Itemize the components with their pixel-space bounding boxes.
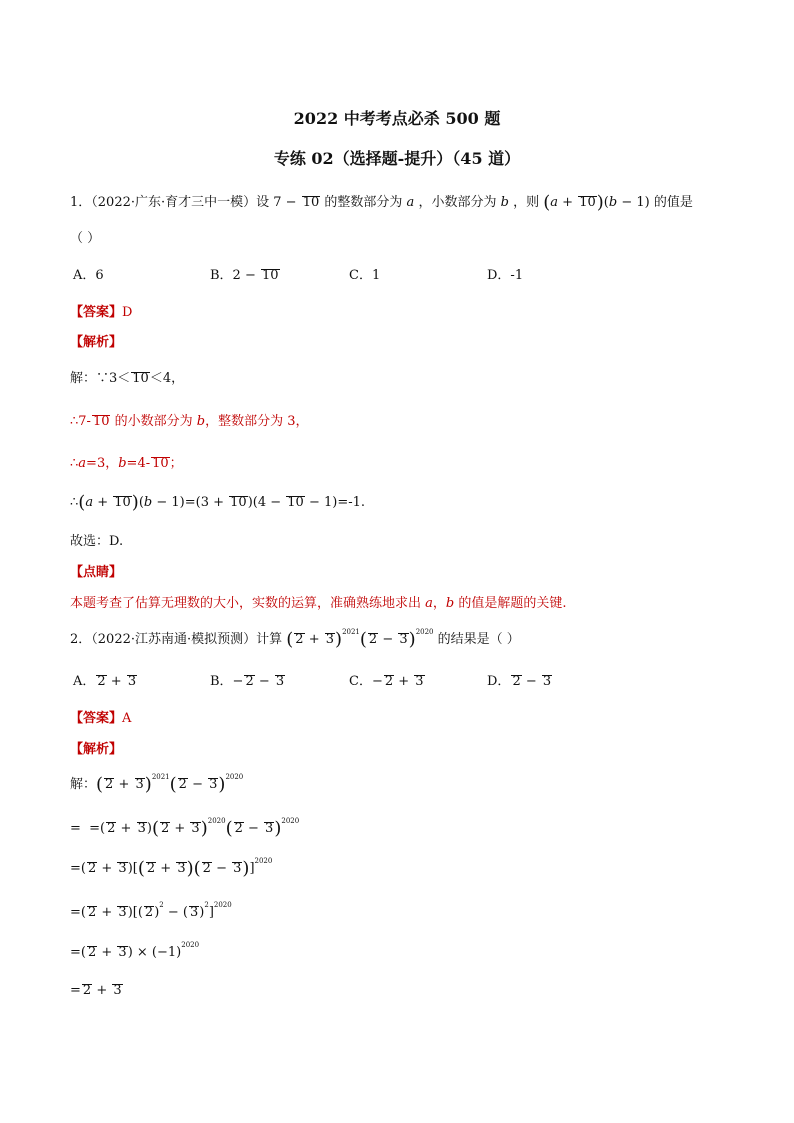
q1-stem-mid2: ，小数部分为 [418,195,497,210]
q1-line-4: ∴(a + 10)(b − 1)=(3 + 10)(4 − 10 − 1)=-1. [70,492,366,513]
q1-option-d: D．-1 [487,268,524,283]
q2-stem [70,628,520,650]
q2-option-b: B．− 2 − 3 [210,674,285,689]
q1-stem-expr: 7 − 10 [273,195,320,210]
q1-analysis-tag: 【解析】 [70,335,123,350]
q1-stem-mid3: ，则 [513,195,540,210]
q1-comment: 本题考查了估算无理数的大小，实数的运算，准确熟练地求出 a，b 的值是解题的关键. [70,596,567,611]
q2-answer [70,707,131,726]
q2-option-a: A． 2 + 3 [73,674,137,689]
q2-step-3: =( 2 + 3)[( 2 + 3)( 2 − 3)]$^{2020}$ [70,857,273,879]
q2-step-1: 解：( 2 + 3)$^{2021}$( 2 − 3)$^{2020}$ [70,773,244,795]
q2-answer-tag: 【答案】 [70,711,123,726]
q1-line-2: ∴7- 10 的小数部分为 b，整数部分为 3， [70,414,309,429]
q1-option-b: B．2 − 10 [210,268,279,283]
q2-option-d: D． 2 − 3 [487,674,552,689]
q1-option-a: A．6 [73,268,104,283]
q1-answer-value: D [122,305,133,320]
q2-analysis-tag: 【解析】 [70,742,123,757]
q1-answer-tag: 【答案】 [70,305,123,320]
q2-stem-post: 的结果是（ ） [437,632,520,647]
page-subtitle: 专练 02（选择题-提升）（45 道） [273,149,521,168]
q1-option-c: C．1 [349,268,381,283]
q1-stem-pre: 1．（2022·广东·育才三中一模）设 [70,195,270,210]
q1-stem [70,191,693,213]
q1-stem-expr2: (a + 10)(b − 1) [543,192,650,213]
q1-stem-mid1: 的整数部分为 [324,195,403,210]
q2-step-5: =( $2 + 3) \times (-1)^{2020}$ [70,941,200,960]
q2-exp2: 2020 [415,628,434,636]
q2-stem-pre: 2．（2022·江苏南通·模拟预测）计算 [70,632,283,647]
q2-step-6: = 2 + 3 [70,983,122,998]
q2-stem-expr: ( 2 + 3)$^{2021}$( 2 − 3)$^{2020}$ [286,628,434,650]
q1-line-1: 解：∵3＜ 10＜4， [70,371,185,386]
page-title: 2022 中考考点必杀 500 题 [293,109,501,128]
q1-var-a: a [406,195,415,210]
q1-var-b: b [500,195,509,210]
q2-step-4: =( 2 + 3)[( 2)$^2$ − ( 3)$^2$]$^{2020}$ [70,901,232,920]
q1-stem-post: 的值是 [653,195,693,210]
q1-line-5: 故选：D. [70,534,124,549]
q1-comment-tag: 【点睛】 [70,565,123,580]
q1-line-3: ∴a=3，b=4- 10； [70,456,183,471]
q1-paren: （ ） [70,231,101,246]
q2-exp1: 2021 [342,628,360,636]
q2-option-c: C．− 2 + 3 [349,674,424,689]
q1-answer [70,301,132,320]
q2-answer-value: A [122,711,132,726]
q2-step-2: = =( 2 + 3)( 2 + 3)$^{2020}$( 2 − 3)$^{2020}$ [70,817,300,839]
